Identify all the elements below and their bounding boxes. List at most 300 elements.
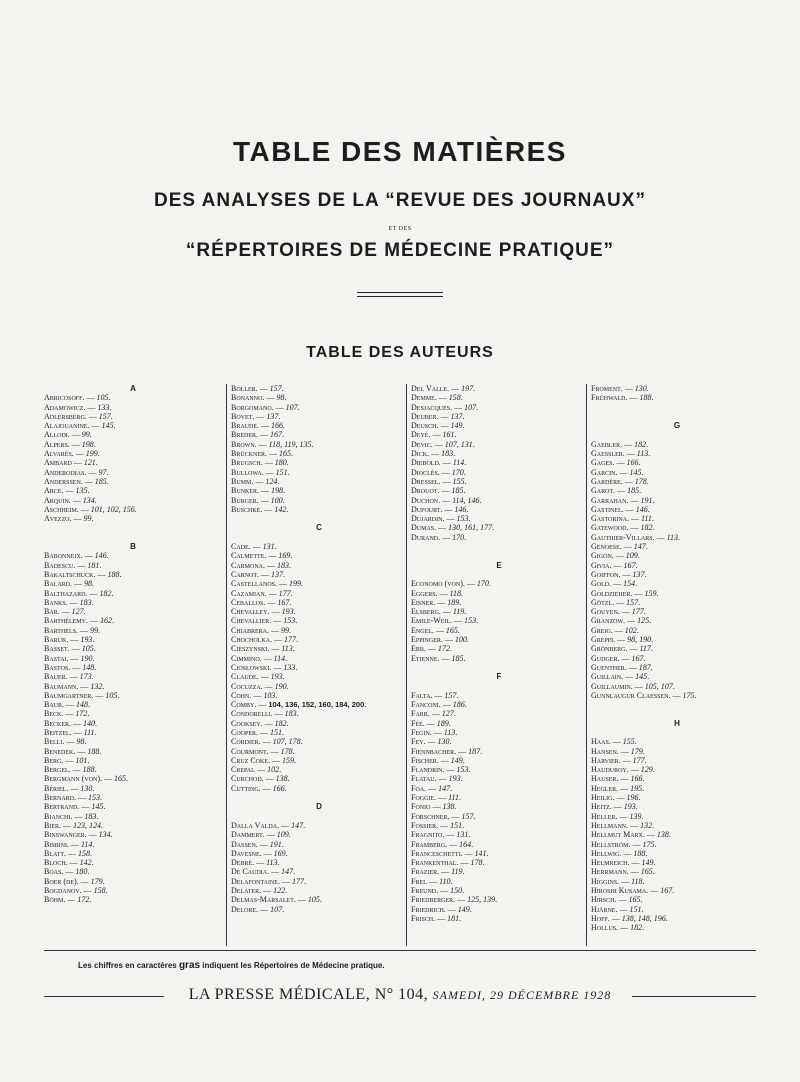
author-name: Hellmann. bbox=[591, 820, 629, 830]
page-numbers: 124 bbox=[265, 476, 278, 486]
author-name: Bar. bbox=[44, 607, 60, 617]
author-name: Gages. bbox=[591, 458, 615, 468]
index-entry: Herrmann. — 165. bbox=[591, 867, 655, 877]
page-numbers: 179 bbox=[90, 876, 103, 886]
author-name: Gunnlaugur Claessen. bbox=[591, 690, 671, 700]
page-numbers: 167 bbox=[277, 597, 290, 607]
author-name: Fossier. bbox=[411, 820, 439, 830]
page-numbers: 147 bbox=[281, 867, 294, 877]
index-entry: Arce. — 135. bbox=[44, 486, 90, 496]
page-numbers: 167 bbox=[631, 653, 644, 663]
page-numbers: 165 bbox=[640, 867, 653, 877]
index-entry: Bertrand. — 145. bbox=[44, 802, 106, 812]
author-name: Berg. bbox=[44, 755, 64, 765]
author-name: Dujardin. bbox=[411, 514, 445, 524]
index-entry: Frankenthal. — 178. bbox=[411, 858, 485, 868]
author-name: Drouot. bbox=[411, 486, 440, 496]
author-name: Gouyen. bbox=[591, 607, 620, 617]
author-name: Bumm. bbox=[231, 476, 254, 486]
page-numbers: 182 bbox=[630, 923, 643, 933]
page-numbers: 145 bbox=[635, 672, 648, 682]
page-numbers: 169 bbox=[278, 551, 291, 561]
author-name: Cooksey. bbox=[231, 718, 263, 728]
page-numbers: 105, 107 bbox=[644, 681, 673, 691]
index-entry: Fischer. — 149. bbox=[411, 755, 465, 765]
index-entry: Fragnito. — 131. bbox=[411, 830, 471, 840]
author-name: Adamowicz. bbox=[44, 402, 86, 412]
author-name: Dressel. bbox=[411, 476, 441, 486]
page-numbers: 165 bbox=[445, 625, 458, 635]
index-entry: Allodi. — 99. bbox=[44, 430, 92, 440]
page-numbers: 137 bbox=[266, 411, 279, 421]
index-letter-heading: D bbox=[316, 802, 322, 812]
index-entry: Fiennbacher. — 187. bbox=[411, 746, 483, 756]
index-letter-heading: G bbox=[673, 421, 681, 431]
index-entry: Fonio — 138. bbox=[411, 802, 457, 812]
index-entry: Goiffon. — 137. bbox=[591, 569, 647, 579]
index-entry: Gunnlaugur Claessen. — 175. bbox=[591, 690, 697, 700]
page-numbers: 189 bbox=[436, 718, 449, 728]
page-numbers: 191 bbox=[640, 495, 653, 505]
author-name: Crepai. bbox=[231, 765, 256, 775]
author-name: Dick. bbox=[411, 449, 430, 459]
author-name: Barthels. bbox=[44, 625, 78, 635]
index-entry: Heitz. — 193. bbox=[591, 802, 638, 812]
page-numbers: 157 bbox=[269, 384, 282, 393]
index-entry: Hirsch. — 165. bbox=[591, 895, 643, 905]
index-entry: Dujardin. — 153. bbox=[411, 514, 471, 524]
author-name: Beck. bbox=[44, 709, 64, 719]
page-numbers: 182 bbox=[634, 439, 647, 449]
author-name: Freund. bbox=[411, 886, 439, 896]
author-name: Heitz. bbox=[591, 802, 612, 812]
index-entry: Gastorina. — 111. bbox=[591, 514, 654, 524]
spacer bbox=[591, 403, 763, 412]
author-name: Anderssen. bbox=[44, 476, 83, 486]
author-name: Balthazard. bbox=[44, 588, 88, 598]
author-name: Durand. bbox=[411, 532, 441, 542]
author-name: Guenther. bbox=[591, 662, 627, 672]
author-name: Hellström. bbox=[591, 839, 631, 849]
index-entry: Böhm. — 172. bbox=[44, 895, 92, 905]
page-numbers: 183 bbox=[79, 597, 92, 607]
index-entry: Courmont. — 178. bbox=[231, 746, 295, 756]
index-entry: Dioclès. — 170. bbox=[411, 467, 466, 477]
page-numbers: 182 bbox=[99, 588, 112, 598]
index-entry: Bumm. — 124. bbox=[231, 476, 280, 486]
page-numbers: 170 bbox=[451, 467, 464, 477]
index-entry: Hoff. — 138, 148, 196. bbox=[591, 913, 668, 923]
index-entry: Beck. — 172. bbox=[44, 709, 90, 719]
author-name: Deuber. bbox=[411, 411, 439, 421]
page-numbers: 157 bbox=[626, 597, 639, 607]
author-name: Becker. bbox=[44, 718, 72, 728]
author-name: Engel. bbox=[411, 625, 434, 635]
page-numbers: 119 bbox=[452, 607, 465, 617]
page-numbers: 142 bbox=[79, 858, 92, 868]
index-entry: Abricosoff. — 105. bbox=[44, 393, 111, 403]
author-name: Frühwald. bbox=[591, 393, 628, 403]
index-entry: Bastai. — 190. bbox=[44, 653, 95, 663]
page-numbers: 149 bbox=[457, 904, 470, 914]
index-entry: Gastinel. — 146. bbox=[591, 504, 650, 514]
index-entry: Bauer. — 173. bbox=[44, 672, 94, 682]
author-name: Braude. bbox=[231, 421, 260, 431]
index-entry: Delmas-Marsalet. — 105. bbox=[231, 895, 322, 905]
index-entry: Chiabrera. — 99. bbox=[231, 625, 292, 635]
author-name: Brown. bbox=[231, 439, 257, 449]
page-numbers: 100 bbox=[454, 635, 467, 645]
page-numbers: 111 bbox=[641, 514, 652, 524]
author-name: Hollus. bbox=[591, 923, 619, 933]
index-entry: Cohn. — 103. bbox=[231, 690, 278, 700]
author-name: Belli. bbox=[44, 737, 65, 747]
author-name: Cade. bbox=[231, 542, 251, 552]
author-name: Grönberg. bbox=[591, 644, 628, 654]
page-numbers: 153 bbox=[456, 765, 469, 775]
page-numbers: 138 bbox=[656, 830, 669, 840]
index-entry: Gaessler. — 113. bbox=[591, 449, 651, 459]
author-name: Hellwig. bbox=[591, 848, 622, 858]
author-name: Blatt. bbox=[44, 848, 66, 858]
author-name: Frankenthal. bbox=[411, 858, 459, 868]
author-name: Boas. bbox=[44, 867, 64, 877]
index-letter-heading: A bbox=[130, 384, 136, 393]
author-name: Böhm. bbox=[44, 895, 66, 905]
index-entry: Fey. — 130. bbox=[411, 737, 452, 747]
index-entry: Anderodias. — 97. bbox=[44, 467, 109, 477]
index-entry: Heilig. — 196. bbox=[591, 793, 641, 803]
page-numbers: 193 bbox=[80, 635, 93, 645]
author-name: Emile-Weil. bbox=[411, 616, 453, 626]
page-numbers: 114, 146 bbox=[452, 495, 480, 505]
index-entry: Bogdanov. — 158. bbox=[44, 886, 108, 896]
author-name: Bogdanov. bbox=[44, 886, 82, 896]
page-numbers: 196 bbox=[626, 793, 639, 803]
index-letter-heading: F bbox=[496, 672, 502, 682]
author-name: Diebold. bbox=[411, 458, 441, 468]
index-entry: Fossier. — 151. bbox=[411, 820, 465, 830]
index-entry: Guillain. — 145. bbox=[591, 672, 650, 682]
author-name: Deyé. bbox=[411, 430, 431, 440]
index-entry: Anderssen. — 185. bbox=[44, 476, 109, 486]
index-entry: Alpers. — 198. bbox=[44, 439, 96, 449]
index-entry: Gaebler. — 182. bbox=[591, 439, 649, 449]
page-numbers: 177 bbox=[632, 755, 645, 765]
page-numbers: 173 bbox=[79, 672, 92, 682]
index-column-1 bbox=[44, 384, 222, 946]
page-numbers: 118 bbox=[631, 876, 643, 886]
index-entry: Baruk. — 193. bbox=[44, 635, 95, 645]
author-name: Brückner. bbox=[231, 449, 268, 459]
page-numbers: 185 bbox=[627, 486, 640, 496]
index-entry: Bisbini. — 114. bbox=[44, 839, 95, 849]
page-numbers: 117 bbox=[639, 644, 651, 654]
author-name: Goldzieher. bbox=[591, 588, 633, 598]
author-name: Friedberger. bbox=[411, 895, 456, 905]
spacer bbox=[591, 700, 763, 709]
page-numbers: 118, 119, 135 bbox=[268, 439, 312, 449]
author-name: Etienne. bbox=[411, 653, 440, 663]
author-name: Delore. bbox=[231, 904, 259, 914]
author-name: Garot. bbox=[591, 486, 616, 496]
page-numbers: 122 bbox=[273, 886, 286, 896]
page-numbers: 138 bbox=[275, 774, 288, 784]
author-name: Baumgartner. bbox=[44, 690, 94, 700]
page-numbers: 183 bbox=[84, 811, 97, 821]
index-entry: Boas. — 180. bbox=[44, 867, 90, 877]
page-numbers: 188 bbox=[633, 848, 646, 858]
index-entry: Cade. — 131. bbox=[231, 542, 277, 552]
author-name: Bériel. bbox=[44, 783, 69, 793]
author-name: Breder. bbox=[231, 430, 259, 440]
index-entry: Götzl. — 157. bbox=[591, 597, 641, 607]
section-title: TABLE DES AUTEURS bbox=[306, 344, 494, 361]
index-entry: Deuber. — 137. bbox=[411, 411, 465, 421]
page-numbers: 199 bbox=[289, 579, 302, 589]
author-name: Deusch. bbox=[411, 421, 439, 431]
author-name: Hegler. bbox=[591, 783, 619, 793]
spacer bbox=[411, 663, 587, 672]
index-entry: Deusch. — 149. bbox=[411, 421, 465, 431]
index-entry: Givia. — 167. bbox=[591, 560, 638, 570]
author-name: Bier. bbox=[44, 820, 62, 830]
index-entry: Freund. — 150. bbox=[411, 886, 465, 896]
author-name: Condorelli. bbox=[231, 709, 273, 719]
page-numbers: 183 bbox=[284, 709, 297, 719]
index-entry: Cooper. — 151. bbox=[231, 727, 285, 737]
author-name: Alpers. bbox=[44, 439, 70, 449]
author-name: Abricosoff. bbox=[44, 393, 85, 403]
page-numbers: 146 bbox=[94, 551, 107, 561]
index-entry: Heller. — 139. bbox=[591, 811, 644, 821]
author-name: Hirsch. bbox=[591, 895, 617, 905]
author-name: Debré. bbox=[231, 858, 255, 868]
index-entry: Balard. — 98. bbox=[44, 579, 95, 589]
author-name: Granzow. bbox=[591, 616, 626, 626]
author-name: Elsberg. bbox=[411, 607, 441, 617]
index-column-2 bbox=[226, 384, 407, 946]
author-name: Falta. bbox=[411, 690, 433, 700]
page-numbers: 185 bbox=[451, 486, 464, 496]
page-numbers: 190 bbox=[80, 653, 93, 663]
index-letter-heading: C bbox=[316, 523, 322, 533]
author-name: Cimmino. bbox=[231, 653, 262, 663]
index-entry: Carmona. — 183. bbox=[231, 560, 292, 570]
author-name: Courmont. bbox=[231, 746, 269, 756]
page-numbers: 113 bbox=[636, 449, 649, 459]
author-name: Bloch. bbox=[44, 858, 68, 868]
author-name: Calmette. bbox=[231, 551, 267, 561]
index-column-3 bbox=[406, 384, 587, 946]
page-numbers: 183 bbox=[441, 449, 454, 459]
page-numbers: 132 bbox=[640, 820, 653, 830]
subtitle-connector: ET DES bbox=[388, 226, 412, 232]
page-numbers: 153 bbox=[283, 616, 296, 626]
index-entry: Hauduroy. — 129. bbox=[591, 765, 655, 775]
index-entry: Brugsch. — 180. bbox=[231, 458, 289, 468]
index-entry: Engel. — 165. bbox=[411, 625, 460, 635]
index-entry: Frei. — 110. bbox=[411, 876, 453, 886]
index-entry: Economo (von). — 170. bbox=[411, 579, 491, 589]
page-numbers: 177 bbox=[631, 607, 644, 617]
author-name: Frazier. bbox=[411, 867, 440, 877]
index-entry: Genoese. — 147. bbox=[591, 542, 648, 552]
page-numbers: 155 bbox=[452, 476, 465, 486]
index-entry: Arquin. — 134. bbox=[44, 495, 97, 505]
page-numbers: 157 bbox=[98, 411, 111, 421]
index-entry: Diebold. — 114. bbox=[411, 458, 467, 468]
page-numbers: 166 bbox=[630, 774, 643, 784]
index-entry: Dumas. — 130, 161, 177. bbox=[411, 523, 495, 533]
page-numbers: 145 bbox=[91, 802, 104, 812]
page-numbers: 125, 139 bbox=[467, 895, 496, 905]
index-entry: Bovet. — 137. bbox=[231, 411, 281, 421]
index-entry: Frazier. — 119. bbox=[411, 867, 465, 877]
author-name: Ambard bbox=[44, 458, 72, 468]
index-entry: Dufourt. — 146. bbox=[411, 504, 469, 514]
page-numbers: 103 bbox=[263, 690, 276, 700]
author-name: Flatau. bbox=[411, 774, 437, 784]
page-numbers: 180 bbox=[75, 867, 88, 877]
index-entry: Crepai. — 102. bbox=[231, 765, 282, 775]
index-entry: Del Valle. — 197. bbox=[411, 384, 476, 393]
index-entry: Baumgartner. — 105. bbox=[44, 690, 120, 700]
index-entry: Hellström. — 175. bbox=[591, 839, 657, 849]
spacer bbox=[591, 728, 763, 737]
page-numbers: 105 bbox=[307, 895, 320, 905]
author-name: Arce. bbox=[44, 486, 64, 496]
author-name: Banks. bbox=[44, 597, 68, 607]
author-name: Hiroshi Kusama. bbox=[591, 886, 649, 896]
page-numbers: 105 bbox=[81, 644, 94, 654]
page-numbers: 172 bbox=[75, 709, 88, 719]
author-name: Hoff. bbox=[591, 913, 610, 923]
page-numbers: 182 bbox=[640, 523, 653, 533]
running-footer bbox=[170, 986, 630, 1004]
index-entry: Balthazard. — 182. bbox=[44, 588, 114, 598]
page-numbers: 187 bbox=[638, 662, 651, 672]
index-entry: Dammert. — 109. bbox=[231, 830, 291, 840]
author-name: Fey. bbox=[411, 737, 426, 747]
author-name: Gardère. bbox=[591, 476, 623, 486]
page-numbers: 197 bbox=[461, 384, 474, 393]
page-numbers: 133 bbox=[97, 402, 110, 412]
author-name: Economo (von). bbox=[411, 579, 465, 589]
page-numbers: 170 bbox=[452, 532, 465, 542]
index-entry: Delater. — 122. bbox=[231, 886, 288, 896]
author-name: Cazamian. bbox=[231, 588, 267, 598]
page-numbers: 193 bbox=[281, 607, 294, 617]
author-name: Bergmann (von). bbox=[44, 774, 102, 784]
index-entry: Gudger. — 167. bbox=[591, 653, 646, 663]
page-numbers: 191 bbox=[269, 839, 282, 849]
page-numbers: 166 bbox=[271, 421, 284, 431]
author-name: Franceschetti. bbox=[411, 848, 463, 858]
author-name: Helmreich. bbox=[591, 858, 630, 868]
author-name: Cooper. bbox=[231, 727, 259, 737]
page-numbers: 145 bbox=[101, 421, 114, 431]
index-entry: Froment. — 130. bbox=[591, 384, 649, 393]
author-name: Gigon. bbox=[591, 551, 614, 561]
index-entry: Hiroshi Kusama. — 167. bbox=[591, 886, 675, 896]
author-name: Cordier. bbox=[231, 737, 261, 747]
author-name: Fonio bbox=[411, 802, 431, 812]
footnote-suffix: indiquent les Répertoires de Médecine pratique. bbox=[200, 961, 385, 970]
index-entry: Guillaumin. — 105, 107. bbox=[591, 681, 675, 691]
author-name: Hellmut Marx. bbox=[591, 830, 645, 840]
page-numbers: 110 bbox=[439, 876, 451, 886]
page-numbers: 157 bbox=[461, 811, 474, 821]
page-numbers: 182 bbox=[274, 718, 287, 728]
index-entry: Dressel. — 155. bbox=[411, 476, 467, 486]
page-numbers: 149 bbox=[450, 421, 463, 431]
page-numbers: 131 bbox=[456, 830, 469, 840]
author-name: Harvier. bbox=[591, 755, 621, 765]
author-name: Givia. bbox=[591, 560, 612, 570]
index-entry: Blatt. — 158. bbox=[44, 848, 92, 858]
author-name: Fanconi. bbox=[411, 700, 441, 710]
index-entry: Binswanger. — 134. bbox=[44, 830, 113, 840]
page-numbers: 151 bbox=[629, 904, 642, 914]
author-name: Del Valle. bbox=[411, 384, 450, 393]
page-numbers: 153 bbox=[464, 616, 477, 626]
spacer bbox=[411, 570, 587, 579]
index-entry: Devic. — 107, 131. bbox=[411, 439, 475, 449]
index-entry: Higgins. — 118. bbox=[591, 876, 645, 886]
index-entry: Franceschetti. — 141. bbox=[411, 848, 489, 858]
index-entry: Gardère. — 178. bbox=[591, 476, 649, 486]
author-name: Eggers. bbox=[411, 588, 438, 598]
index-entry: Foa. — 147. bbox=[411, 783, 453, 793]
page-numbers: 172 bbox=[77, 895, 90, 905]
index-entry: Benedek. — 188. bbox=[44, 746, 102, 756]
author-name: Fischer. bbox=[411, 755, 439, 765]
page-numbers: 162 bbox=[99, 616, 112, 626]
index-entry: Goldzieher. — 159. bbox=[591, 588, 659, 598]
spacer bbox=[411, 551, 587, 560]
page-numbers: 147 bbox=[633, 542, 646, 552]
index-entry: Chevallier. — 153. bbox=[231, 616, 298, 626]
page-numbers: 180 bbox=[274, 458, 287, 468]
page-numbers: 111 bbox=[448, 793, 459, 803]
page-numbers: 145 bbox=[629, 467, 642, 477]
page-numbers: 167 bbox=[660, 886, 673, 896]
index-entry: Cruz Coke. — 159. bbox=[231, 755, 297, 765]
index-entry: Barthélemy. — 162. bbox=[44, 616, 114, 626]
index-entry: Bar. — 127. bbox=[44, 607, 86, 617]
page-numbers: 181 bbox=[447, 913, 460, 923]
index-entry: Alajouanine. — 145. bbox=[44, 421, 116, 431]
author-name: Cohn. bbox=[231, 690, 252, 700]
page-numbers: 101 bbox=[75, 755, 88, 765]
author-name: Gold. bbox=[591, 579, 612, 589]
page-numbers: 155 bbox=[622, 737, 635, 747]
page-numbers: 175 bbox=[642, 839, 655, 849]
page-numbers: 131 bbox=[262, 542, 275, 552]
author-name: Cocuzza. bbox=[231, 681, 263, 691]
index-entry: Bloch. — 142. bbox=[44, 858, 94, 868]
page-numbers: 102 bbox=[624, 625, 637, 635]
author-name: Benedek. bbox=[44, 746, 76, 756]
index-letter-heading: E bbox=[496, 560, 502, 570]
index-entry: Chocholka. — 177. bbox=[231, 635, 299, 645]
author-name: Delater. bbox=[231, 886, 262, 896]
page-numbers: 130 bbox=[80, 783, 93, 793]
index-entry: Duchon. — 114, 146. bbox=[411, 495, 482, 505]
author-name: Buschke. bbox=[231, 504, 263, 514]
page-numbers: 177 bbox=[278, 588, 291, 598]
